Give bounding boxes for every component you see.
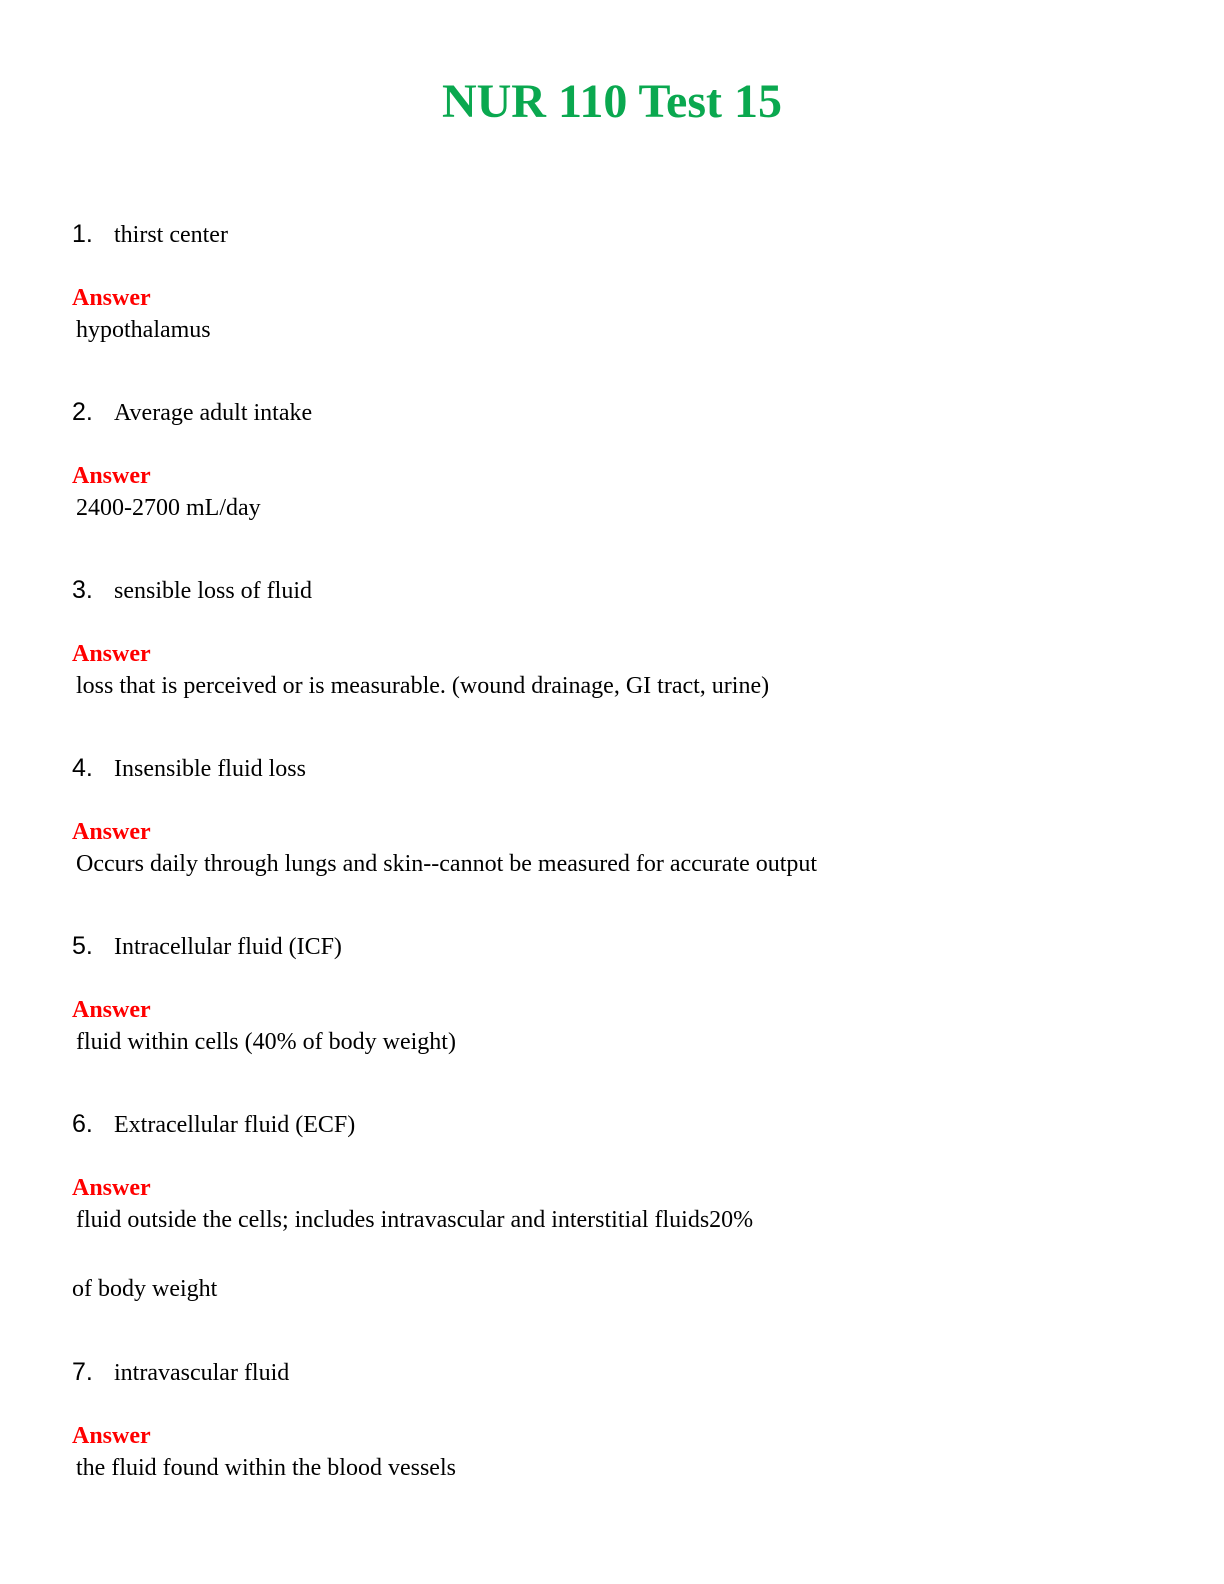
question-number: 5. [72,932,93,960]
question-text: sensible loss of fluid [114,578,312,604]
answer-text: the fluid found within the blood vessels [76,1455,456,1481]
question-3 [72,575,312,606]
question-6 [72,1109,355,1140]
question-1 [72,219,228,250]
question-5 [72,931,342,962]
answer-text: 2400-2700 mL/day [76,495,261,521]
answer-label: Answer [72,1175,151,1201]
question-number: 1. [72,220,93,248]
page-title: NUR 110 Test 15 [441,75,783,128]
question-text: thirst center [114,222,228,248]
question-text: Intracellular fluid (ICF) [114,934,342,960]
answer-label: Answer [72,463,151,489]
answer-label: Answer [72,819,151,845]
question-number: 7. [72,1358,93,1386]
answer-text-continued: of body weight [72,1276,218,1302]
question-text: Extracellular fluid (ECF) [114,1112,356,1138]
question-text: intravascular fluid [114,1360,290,1386]
question-number: 6. [72,1110,93,1138]
answer-text: hypothalamus [76,317,211,343]
question-number: 2. [72,398,93,426]
answer-text: fluid within cells (40% of body weight) [76,1029,456,1055]
answer-label: Answer [72,285,151,311]
answer-text: Occurs daily through lungs and skin--cannot be measured for accurate output [76,851,818,877]
question-text: Average adult intake [114,400,313,426]
answer-label: Answer [72,1423,151,1449]
answer-label: Answer [72,997,151,1023]
question-number: 4. [72,754,93,782]
question-4 [72,753,306,784]
question-7 [72,1357,289,1388]
question-text: Insensible fluid loss [114,756,306,782]
question-2 [72,397,312,428]
question-number: 3. [72,576,93,604]
answer-text: loss that is perceived or is measurable. (wound drainage, GI tract, urine) [76,673,770,699]
answer-text: fluid outside the cells; includes intravascular and interstitial fluids20% [76,1207,754,1233]
answer-label: Answer [72,641,151,667]
